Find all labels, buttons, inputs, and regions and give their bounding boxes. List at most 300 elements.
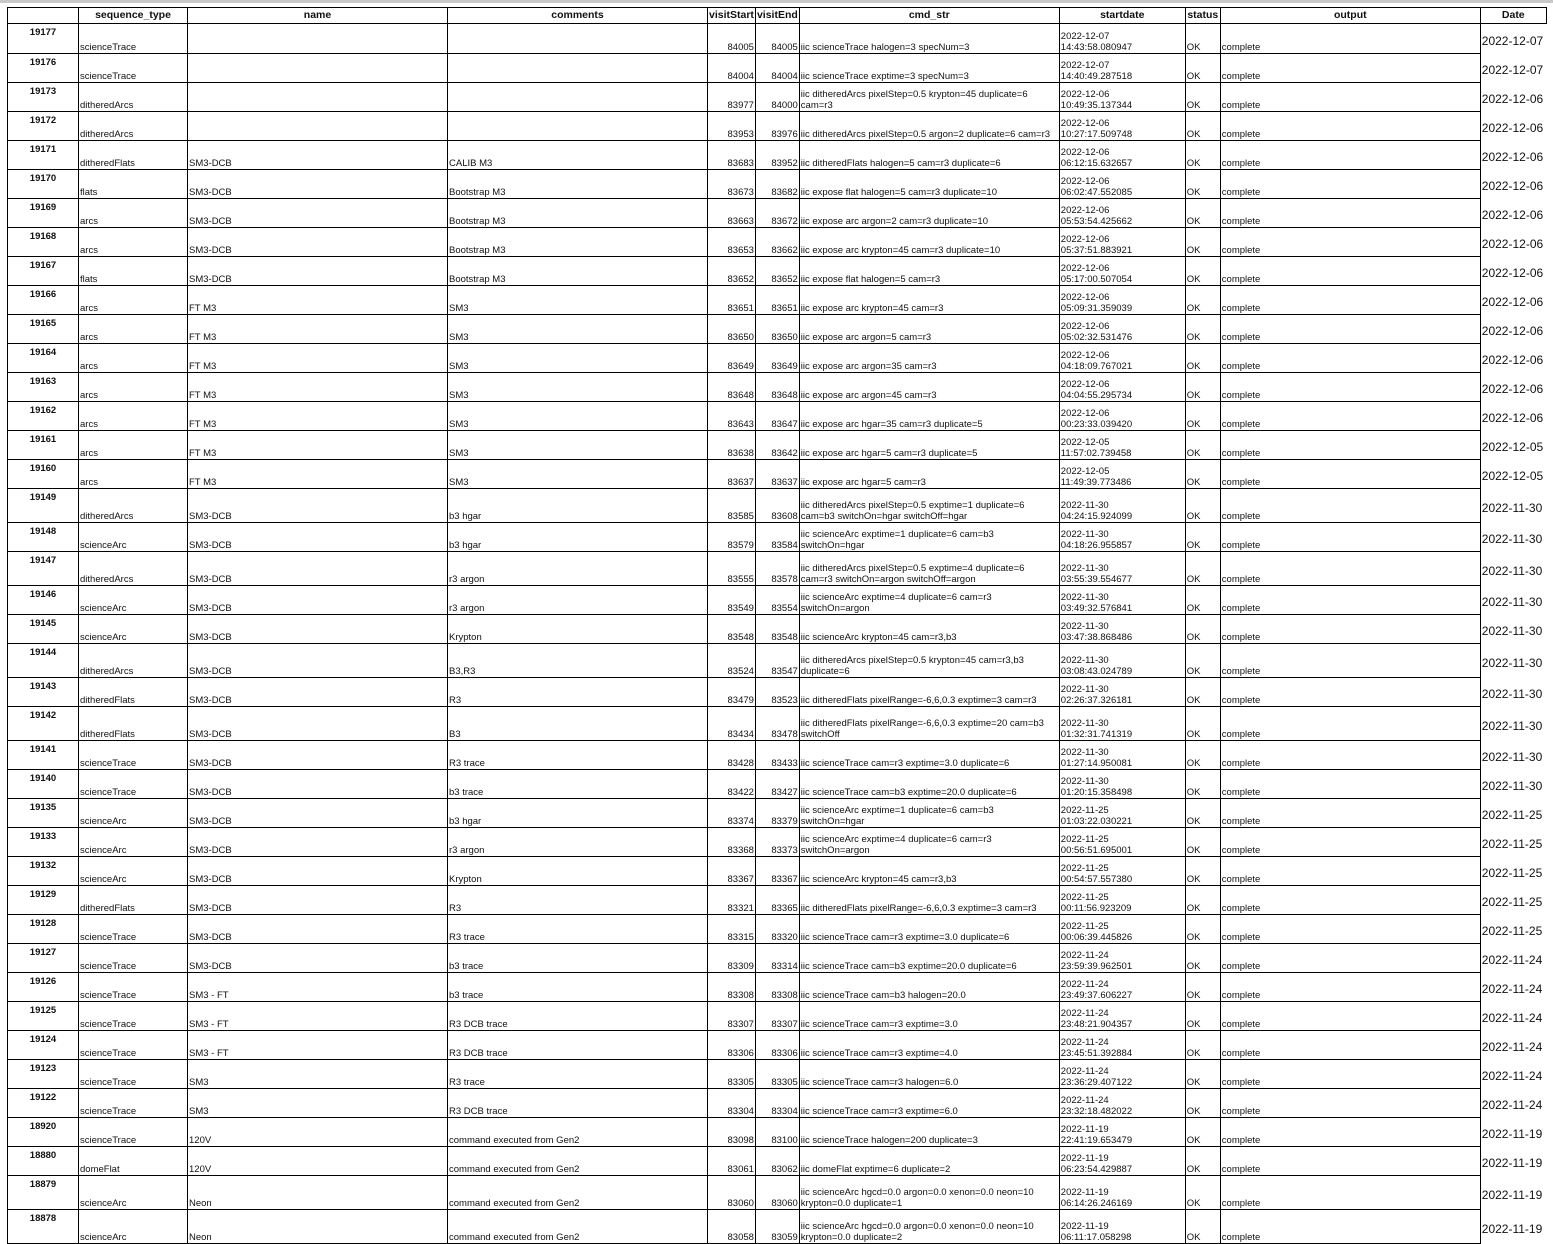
- cell-output: complete: [1220, 798, 1480, 827]
- cell-comments: SM3: [448, 285, 708, 314]
- cell-visit-end: 84005: [755, 24, 799, 54]
- cell-status: OK: [1185, 769, 1220, 798]
- cell-visit-start: 83653: [708, 227, 756, 256]
- cell-date: 2022-12-06: [1481, 411, 1544, 425]
- cell-status: OK: [1185, 140, 1220, 169]
- cell-status: OK: [1185, 1088, 1220, 1117]
- row-index: 19132: [8, 856, 79, 885]
- cell-comments: [448, 82, 708, 111]
- cell-output: complete: [1220, 740, 1480, 769]
- cell-visit-start: 83673: [708, 169, 756, 198]
- cell-cmd-str: iic scienceTrace cam=r3 exptime=3.0 duplicate=6: [799, 740, 1059, 769]
- table-row: [8, 198, 1547, 227]
- cell-visit-start: 84005: [708, 24, 756, 54]
- cell-status: OK: [1185, 1030, 1220, 1059]
- cell-startdate: 2022-11-30 03:49:32.576841: [1059, 585, 1185, 614]
- cell-sequence-type: arcs: [79, 372, 188, 401]
- cell-comments: r3 argon: [448, 827, 708, 856]
- cell-name: SM3-DCB: [188, 585, 448, 614]
- cell-sequence-type: scienceArc: [79, 827, 188, 856]
- cell-startdate: 2022-11-24 23:59:39.962501: [1059, 943, 1185, 972]
- cell-cmd-str: iic scienceTrace cam=b3 exptime=20.0 duplicate=6: [799, 943, 1059, 972]
- cell-startdate: 2022-12-06 04:18:09.767021: [1059, 343, 1185, 372]
- cell-visit-start: 83555: [708, 551, 756, 585]
- cell-status: OK: [1185, 1059, 1220, 1088]
- cell-status: OK: [1185, 256, 1220, 285]
- table-row: [8, 256, 1547, 285]
- table-row: [8, 1001, 1547, 1030]
- row-index: 19124: [8, 1030, 79, 1059]
- table-body: [8, 24, 1547, 1244]
- cell-output: complete: [1220, 430, 1480, 459]
- cell-name: SM3-DCB: [188, 643, 448, 677]
- cell-sequence-type: scienceArc: [79, 585, 188, 614]
- table-row: [8, 285, 1547, 314]
- table-row: [8, 1030, 1547, 1059]
- row-index: 19141: [8, 740, 79, 769]
- table-row: [8, 1088, 1547, 1117]
- cell-output: complete: [1220, 1001, 1480, 1030]
- cell-name: SM3-DCB: [188, 227, 448, 256]
- cell-status: OK: [1185, 82, 1220, 111]
- cell-visit-end: 83320: [755, 914, 799, 943]
- cell-sequence-type: scienceArc: [79, 614, 188, 643]
- cell-visit-end: 83647: [755, 401, 799, 430]
- cell-visit-end: 83649: [755, 343, 799, 372]
- table-row: [8, 827, 1547, 856]
- cell-visit-end: 83304: [755, 1088, 799, 1117]
- cell-sequence-type: scienceArc: [79, 798, 188, 827]
- cell-output: complete: [1220, 585, 1480, 614]
- row-index: 19125: [8, 1001, 79, 1030]
- cell-comments: SM3: [448, 372, 708, 401]
- cell-name: FT M3: [188, 343, 448, 372]
- cell-visit-end: 83367: [755, 856, 799, 885]
- cell-name: SM3-DCB: [188, 551, 448, 585]
- cell-startdate: 2022-11-25 00:06:39.445826: [1059, 914, 1185, 943]
- cell-name: SM3-DCB: [188, 677, 448, 706]
- cell-startdate: 2022-11-30 04:18:26.955857: [1059, 522, 1185, 551]
- cell-status: OK: [1185, 430, 1220, 459]
- cell-startdate: 2022-12-06 05:02:32.531476: [1059, 314, 1185, 343]
- cell-visit-end: 83578: [755, 551, 799, 585]
- cell-sequence-type: scienceTrace: [79, 914, 188, 943]
- cell-visit-start: 83683: [708, 140, 756, 169]
- cell-sequence-type: ditheredFlats: [79, 677, 188, 706]
- row-index: 19145: [8, 614, 79, 643]
- table-row: [8, 769, 1547, 798]
- cell-name: SM3-DCB: [188, 943, 448, 972]
- cell-output: complete: [1220, 1175, 1480, 1209]
- cell-visit-start: 83549: [708, 585, 756, 614]
- cell-comments: r3 argon: [448, 551, 708, 585]
- cell-date: 2022-12-06: [1481, 353, 1544, 367]
- cell-visit-start: 83434: [708, 706, 756, 740]
- cell-name: SM3: [188, 1088, 448, 1117]
- cell-visit-start: 83652: [708, 256, 756, 285]
- row-index: 19129: [8, 885, 79, 914]
- cell-visit-start: 83367: [708, 856, 756, 885]
- cell-startdate: 2022-12-07 14:40:49.287518: [1059, 53, 1185, 82]
- cell-status: OK: [1185, 314, 1220, 343]
- table-row: [8, 314, 1547, 343]
- cell-date: 2022-11-25: [1481, 895, 1543, 909]
- cell-cmd-str: iic expose arc hgar=5 cam=r3: [799, 459, 1059, 488]
- cell-sequence-type: scienceArc: [79, 522, 188, 551]
- header-row: [8, 8, 1547, 24]
- cell-comments: Krypton: [448, 856, 708, 885]
- cell-date: 2022-12-05: [1481, 469, 1544, 483]
- table-row: [8, 140, 1547, 169]
- row-index: 18920: [8, 1117, 79, 1146]
- cell-visit-end: 83373: [755, 827, 799, 856]
- cell-visit-end: 83427: [755, 769, 799, 798]
- cell-name: [188, 111, 448, 140]
- cell-cmd-str: iic scienceTrace halogen=3 specNum=3: [799, 24, 1059, 54]
- header-visit-start: visitStart: [708, 8, 756, 24]
- cell-visit-end: 83547: [755, 643, 799, 677]
- cell-cmd-str: iic scienceTrace cam=r3 exptime=3.0: [799, 1001, 1059, 1030]
- cell-date: 2022-11-25: [1481, 924, 1543, 938]
- cell-visit-start: 83643: [708, 401, 756, 430]
- cell-output: complete: [1220, 343, 1480, 372]
- table-row: [8, 585, 1547, 614]
- cell-sequence-type: arcs: [79, 227, 188, 256]
- cell-output: complete: [1220, 82, 1480, 111]
- cell-visit-end: 83314: [755, 943, 799, 972]
- header-output: output: [1220, 8, 1480, 24]
- cell-cmd-str: iic ditheredFlats pixelRange=-6,6,0.3 exptime=3 cam=r3: [799, 677, 1059, 706]
- cell-status: OK: [1185, 798, 1220, 827]
- cell-sequence-type: ditheredFlats: [79, 140, 188, 169]
- cell-output: complete: [1220, 372, 1480, 401]
- cell-cmd-str: iic scienceTrace halogen=200 duplicate=3: [799, 1117, 1059, 1146]
- cell-sequence-type: ditheredArcs: [79, 82, 188, 111]
- cell-comments: R3 trace: [448, 1059, 708, 1088]
- cell-visit-start: 83374: [708, 798, 756, 827]
- sequence-table: [7, 7, 1547, 1244]
- cell-output: complete: [1220, 1059, 1480, 1088]
- table-row: [8, 53, 1547, 82]
- cell-comments: command executed from Gen2: [448, 1146, 708, 1175]
- cell-visit-end: 84000: [755, 82, 799, 111]
- cell-output: complete: [1220, 614, 1480, 643]
- cell-sequence-type: scienceTrace: [79, 24, 188, 54]
- cell-name: SM3 - FT: [188, 972, 448, 1001]
- row-index: 19176: [8, 53, 79, 82]
- cell-sequence-type: flats: [79, 256, 188, 285]
- row-index: 19165: [8, 314, 79, 343]
- header-cmd-str: cmd_str: [799, 8, 1059, 24]
- cell-cmd-str: iic scienceArc exptime=4 duplicate=6 cam=r3 switchOn=argon: [799, 827, 1059, 856]
- cell-sequence-type: ditheredArcs: [79, 488, 188, 522]
- cell-startdate: 2022-11-30 01:20:15.358498: [1059, 769, 1185, 798]
- cell-date: 2022-11-25: [1481, 808, 1543, 822]
- cell-date: 2022-11-19: [1481, 1127, 1543, 1141]
- cell-cmd-str: iic expose arc krypton=45 cam=r3 duplicate=10: [799, 227, 1059, 256]
- cell-output: complete: [1220, 1209, 1480, 1243]
- cell-output: complete: [1220, 885, 1480, 914]
- cell-startdate: 2022-11-19 22:41:19.653479: [1059, 1117, 1185, 1146]
- row-index: 19164: [8, 343, 79, 372]
- cell-date: 2022-11-30: [1481, 532, 1543, 546]
- cell-startdate: 2022-11-25 01:03:22.030221: [1059, 798, 1185, 827]
- cell-output: complete: [1220, 769, 1480, 798]
- row-index: 18879: [8, 1175, 79, 1209]
- cell-date: 2022-11-25: [1481, 837, 1543, 851]
- cell-name: SM3 - FT: [188, 1001, 448, 1030]
- cell-comments: R3: [448, 885, 708, 914]
- cell-sequence-type: arcs: [79, 401, 188, 430]
- cell-comments: command executed from Gen2: [448, 1175, 708, 1209]
- cell-comments: [448, 53, 708, 82]
- row-index: 19162: [8, 401, 79, 430]
- cell-startdate: 2022-11-24 23:32:18.482022: [1059, 1088, 1185, 1117]
- cell-name: SM3-DCB: [188, 740, 448, 769]
- cell-date: 2022-12-06: [1481, 324, 1544, 338]
- cell-date: 2022-11-24: [1481, 1069, 1543, 1083]
- cell-cmd-str: iic scienceTrace exptime=3 specNum=3: [799, 53, 1059, 82]
- header-name: name: [188, 8, 448, 24]
- cell-sequence-type: scienceArc: [79, 856, 188, 885]
- row-index: 19160: [8, 459, 79, 488]
- table-row: [8, 643, 1547, 677]
- cell-startdate: 2022-11-25 00:54:57.557380: [1059, 856, 1185, 885]
- cell-date: 2022-12-06: [1481, 150, 1544, 164]
- cell-comments: R3 DCB trace: [448, 1001, 708, 1030]
- row-index: 19167: [8, 256, 79, 285]
- top-border-bar: [0, 0, 1553, 3]
- cell-name: SM3-DCB: [188, 614, 448, 643]
- row-index: 19166: [8, 285, 79, 314]
- cell-cmd-str: iic expose arc krypton=45 cam=r3: [799, 285, 1059, 314]
- cell-comments: b3 hgar: [448, 798, 708, 827]
- cell-output: complete: [1220, 314, 1480, 343]
- cell-cmd-str: iic ditheredArcs pixelStep=0.5 krypton=45 duplicate=6 cam=r3: [799, 82, 1059, 111]
- cell-status: OK: [1185, 227, 1220, 256]
- cell-status: OK: [1185, 1117, 1220, 1146]
- row-index: 19148: [8, 522, 79, 551]
- row-index: 19171: [8, 140, 79, 169]
- cell-date: 2022-11-24: [1481, 953, 1543, 967]
- cell-date: 2022-11-24: [1481, 1040, 1543, 1054]
- cell-name: 120V: [188, 1146, 448, 1175]
- cell-date: 2022-12-06: [1481, 179, 1544, 193]
- row-index: 19135: [8, 798, 79, 827]
- row-index: 19133: [8, 827, 79, 856]
- cell-cmd-str: iic expose arc argon=45 cam=r3: [799, 372, 1059, 401]
- cell-visit-end: 83652: [755, 256, 799, 285]
- cell-comments: command executed from Gen2: [448, 1209, 708, 1243]
- cell-visit-end: 83379: [755, 798, 799, 827]
- cell-date: 2022-11-30: [1481, 624, 1543, 638]
- cell-visit-end: 83952: [755, 140, 799, 169]
- cell-name: FT M3: [188, 314, 448, 343]
- cell-startdate: 2022-11-24 23:49:37.606227: [1059, 972, 1185, 1001]
- cell-comments: SM3: [448, 314, 708, 343]
- cell-comments: r3 argon: [448, 585, 708, 614]
- cell-visit-start: 83585: [708, 488, 756, 522]
- row-index: 19126: [8, 972, 79, 1001]
- cell-visit-start: 83977: [708, 82, 756, 111]
- cell-startdate: 2022-11-30 03:55:39.554677: [1059, 551, 1185, 585]
- cell-visit-end: 83308: [755, 972, 799, 1001]
- table-row: [8, 1175, 1547, 1209]
- cell-output: complete: [1220, 1146, 1480, 1175]
- cell-sequence-type: scienceTrace: [79, 1001, 188, 1030]
- cell-status: OK: [1185, 285, 1220, 314]
- cell-date: 2022-11-30: [1481, 563, 1543, 578]
- cell-status: OK: [1185, 53, 1220, 82]
- cell-visit-start: 84004: [708, 53, 756, 82]
- cell-output: complete: [1220, 401, 1480, 430]
- cell-visit-start: 83308: [708, 972, 756, 1001]
- cell-sequence-type: arcs: [79, 430, 188, 459]
- row-index: 19140: [8, 769, 79, 798]
- cell-startdate: 2022-12-06 00:23:33.039420: [1059, 401, 1185, 430]
- header-comments: comments: [448, 8, 708, 24]
- cell-visit-start: 83304: [708, 1088, 756, 1117]
- cell-output: complete: [1220, 551, 1480, 585]
- cell-comments: SM3: [448, 459, 708, 488]
- header-date: Date: [1480, 8, 1546, 24]
- cell-startdate: 2022-12-06 06:02:47.552085: [1059, 169, 1185, 198]
- cell-startdate: 2022-12-06 05:37:51.883921: [1059, 227, 1185, 256]
- cell-visit-start: 83309: [708, 943, 756, 972]
- cell-cmd-str: iic ditheredArcs pixelStep=0.5 krypton=45 cam=r3,b3 duplicate=6: [799, 643, 1059, 677]
- row-index: 19122: [8, 1088, 79, 1117]
- cell-cmd-str: iic ditheredFlats pixelRange=-6,6,0.3 exptime=20 cam=b3 switchOff: [799, 706, 1059, 740]
- cell-status: OK: [1185, 972, 1220, 1001]
- cell-startdate: 2022-11-25 00:11:56.923209: [1059, 885, 1185, 914]
- cell-status: OK: [1185, 643, 1220, 677]
- cell-name: [188, 82, 448, 111]
- cell-cmd-str: iic scienceArc hgcd=0.0 argon=0.0 xenon=0.0 neon=10 krypton=0.0 duplicate=1: [799, 1175, 1059, 1209]
- cell-date: 2022-12-07: [1481, 34, 1544, 48]
- cell-comments: [448, 111, 708, 140]
- cell-visit-end: 83554: [755, 585, 799, 614]
- row-index: 19149: [8, 488, 79, 522]
- cell-comments: SM3: [448, 401, 708, 430]
- cell-output: complete: [1220, 1117, 1480, 1146]
- cell-sequence-type: scienceTrace: [79, 943, 188, 972]
- cell-output: complete: [1220, 1030, 1480, 1059]
- cell-name: SM3-DCB: [188, 169, 448, 198]
- cell-visit-end: 83548: [755, 614, 799, 643]
- cell-visit-end: 83059: [755, 1209, 799, 1243]
- cell-output: complete: [1220, 1088, 1480, 1117]
- cell-status: OK: [1185, 914, 1220, 943]
- cell-sequence-type: ditheredArcs: [79, 551, 188, 585]
- cell-visit-start: 83548: [708, 614, 756, 643]
- cell-sequence-type: scienceArc: [79, 1209, 188, 1243]
- cell-cmd-str: iic domeFlat exptime=6 duplicate=2: [799, 1146, 1059, 1175]
- cell-date: 2022-12-07: [1481, 63, 1544, 77]
- cell-sequence-type: ditheredFlats: [79, 706, 188, 740]
- cell-status: OK: [1185, 488, 1220, 522]
- cell-cmd-str: iic scienceArc exptime=1 duplicate=6 cam=b3 switchOn=hgar: [799, 522, 1059, 551]
- cell-visit-end: 83642: [755, 430, 799, 459]
- row-index: 19147: [8, 551, 79, 585]
- cell-cmd-str: iic expose arc argon=35 cam=r3: [799, 343, 1059, 372]
- row-index: 19123: [8, 1059, 79, 1088]
- cell-comments: R3: [448, 677, 708, 706]
- cell-visit-start: 83061: [708, 1146, 756, 1175]
- cell-sequence-type: scienceTrace: [79, 1117, 188, 1146]
- cell-visit-start: 83479: [708, 677, 756, 706]
- cell-comments: B3: [448, 706, 708, 740]
- cell-name: SM3-DCB: [188, 488, 448, 522]
- cell-status: OK: [1185, 111, 1220, 140]
- table-row: [8, 1209, 1547, 1243]
- cell-startdate: 2022-12-06 06:12:15.632657: [1059, 140, 1185, 169]
- cell-name: FT M3: [188, 372, 448, 401]
- cell-startdate: 2022-11-19 06:11:17.058298: [1059, 1209, 1185, 1243]
- cell-name: SM3-DCB: [188, 798, 448, 827]
- cell-date: 2022-11-19: [1481, 1221, 1543, 1236]
- cell-sequence-type: scienceArc: [79, 1175, 188, 1209]
- row-index: 19170: [8, 169, 79, 198]
- cell-visit-start: 83305: [708, 1059, 756, 1088]
- cell-name: FT M3: [188, 401, 448, 430]
- cell-startdate: 2022-12-06 05:17:00.507054: [1059, 256, 1185, 285]
- cell-name: SM3-DCB: [188, 856, 448, 885]
- cell-visit-end: 83682: [755, 169, 799, 198]
- cell-status: OK: [1185, 943, 1220, 972]
- cell-output: complete: [1220, 256, 1480, 285]
- cell-status: OK: [1185, 1209, 1220, 1243]
- cell-sequence-type: arcs: [79, 314, 188, 343]
- cell-date: 2022-12-05: [1481, 440, 1544, 454]
- cell-visit-end: 84004: [755, 53, 799, 82]
- cell-date: 2022-11-24: [1481, 1098, 1543, 1112]
- cell-output: complete: [1220, 706, 1480, 740]
- cell-startdate: 2022-11-25 00:56:51.695001: [1059, 827, 1185, 856]
- table-row: [8, 111, 1547, 140]
- cell-comments: CALIB M3: [448, 140, 708, 169]
- cell-output: complete: [1220, 111, 1480, 140]
- header-sequence-type: sequence_type: [79, 8, 188, 24]
- header-status: status: [1185, 8, 1220, 24]
- table-row: [8, 798, 1547, 827]
- cell-cmd-str: iic scienceArc exptime=4 duplicate=6 cam=r3 switchOn=argon: [799, 585, 1059, 614]
- cell-sequence-type: scienceTrace: [79, 1030, 188, 1059]
- cell-sequence-type: flats: [79, 169, 188, 198]
- cell-visit-end: 83365: [755, 885, 799, 914]
- cell-visit-start: 83098: [708, 1117, 756, 1146]
- cell-sequence-type: scienceTrace: [79, 740, 188, 769]
- table-row: [8, 943, 1547, 972]
- cell-visit-end: 83523: [755, 677, 799, 706]
- cell-visit-end: 83307: [755, 1001, 799, 1030]
- cell-name: [188, 24, 448, 54]
- cell-comments: R3 DCB trace: [448, 1030, 708, 1059]
- cell-cmd-str: iic expose flat halogen=5 cam=r3: [799, 256, 1059, 285]
- cell-visit-end: 83637: [755, 459, 799, 488]
- cell-name: SM3-DCB: [188, 140, 448, 169]
- row-index: 18880: [8, 1146, 79, 1175]
- cell-status: OK: [1185, 1146, 1220, 1175]
- cell-date: 2022-11-24: [1481, 1011, 1543, 1025]
- cell-sequence-type: ditheredArcs: [79, 111, 188, 140]
- cell-sequence-type: scienceTrace: [79, 1059, 188, 1088]
- cell-date: 2022-11-30: [1481, 500, 1543, 515]
- row-index: 19168: [8, 227, 79, 256]
- cell-visit-start: 83315: [708, 914, 756, 943]
- row-index: 19177: [8, 24, 79, 54]
- cell-visit-end: 83608: [755, 488, 799, 522]
- cell-comments: Bootstrap M3: [448, 169, 708, 198]
